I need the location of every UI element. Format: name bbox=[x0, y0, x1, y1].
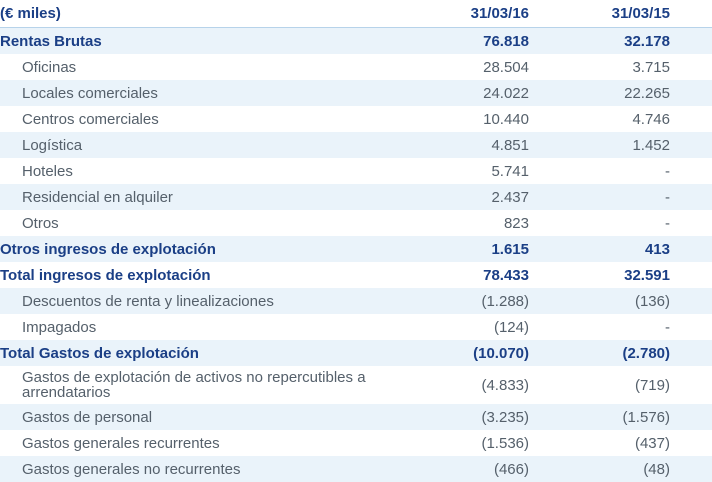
table-row bbox=[0, 430, 712, 456]
row-label: Gastos de explotación de activos no repercutibles a arrendatarios bbox=[0, 366, 428, 404]
row-label: Oficinas bbox=[0, 54, 428, 80]
value-2015: - bbox=[570, 158, 712, 184]
row-label: Logística bbox=[0, 132, 428, 158]
table-body bbox=[0, 28, 712, 482]
table-row bbox=[0, 210, 712, 236]
value-2015: - bbox=[570, 314, 712, 340]
column-gap bbox=[532, 314, 570, 340]
value-2016: (1.536) bbox=[428, 430, 532, 456]
value-2016: 28.504 bbox=[428, 54, 532, 80]
value-2016: 2.437 bbox=[428, 184, 532, 210]
table-row bbox=[0, 106, 712, 132]
value-2016: 24.022 bbox=[428, 80, 532, 106]
value-2015: - bbox=[570, 184, 712, 210]
table-row bbox=[0, 132, 712, 158]
value-2015: (1.576) bbox=[570, 404, 712, 430]
table-row bbox=[0, 288, 712, 314]
value-2015: (437) bbox=[570, 430, 712, 456]
row-label: Gastos de personal bbox=[0, 404, 428, 430]
row-label: Descuentos de renta y linealizaciones bbox=[0, 288, 428, 314]
table-row bbox=[0, 28, 712, 55]
units-label: (€ miles) bbox=[0, 0, 428, 28]
column-gap bbox=[532, 0, 570, 28]
table-row bbox=[0, 158, 712, 184]
row-label: Otros bbox=[0, 210, 428, 236]
row-label: Otros ingresos de explotación bbox=[0, 236, 428, 262]
value-2015: 1.452 bbox=[570, 132, 712, 158]
table-row bbox=[0, 404, 712, 430]
value-2015: - bbox=[570, 210, 712, 236]
column-gap bbox=[532, 210, 570, 236]
value-2016: 78.433 bbox=[428, 262, 532, 288]
column-gap bbox=[532, 80, 570, 106]
table-row bbox=[0, 314, 712, 340]
column-gap bbox=[532, 132, 570, 158]
value-2016: 1.615 bbox=[428, 236, 532, 262]
value-2015: 3.715 bbox=[570, 54, 712, 80]
table-header-row bbox=[0, 0, 712, 28]
column-gap bbox=[532, 404, 570, 430]
value-2015: 413 bbox=[570, 236, 712, 262]
table-row bbox=[0, 80, 712, 106]
column-gap bbox=[532, 106, 570, 132]
row-label: Total ingresos de explotación bbox=[0, 262, 428, 288]
column-gap bbox=[532, 236, 570, 262]
value-2015: (136) bbox=[570, 288, 712, 314]
column-gap bbox=[532, 366, 570, 404]
column-header-2016: 31/03/16 bbox=[428, 0, 532, 28]
column-gap bbox=[532, 340, 570, 366]
value-2016: (466) bbox=[428, 456, 532, 482]
row-label: Centros comerciales bbox=[0, 106, 428, 132]
value-2016: (3.235) bbox=[428, 404, 532, 430]
column-gap bbox=[532, 262, 570, 288]
value-2016: (1.288) bbox=[428, 288, 532, 314]
value-2016: 4.851 bbox=[428, 132, 532, 158]
table-row bbox=[0, 456, 712, 482]
value-2016: 76.818 bbox=[428, 28, 532, 55]
value-2015: 22.265 bbox=[570, 80, 712, 106]
value-2015: (48) bbox=[570, 456, 712, 482]
table-row bbox=[0, 184, 712, 210]
column-gap bbox=[532, 184, 570, 210]
table-row bbox=[0, 340, 712, 366]
column-gap bbox=[532, 158, 570, 184]
column-gap bbox=[532, 456, 570, 482]
row-label: Gastos generales no recurrentes bbox=[0, 456, 428, 482]
table-row bbox=[0, 366, 712, 404]
row-label: Gastos generales recurrentes bbox=[0, 430, 428, 456]
value-2015: (719) bbox=[570, 366, 712, 404]
row-label: Rentas Brutas bbox=[0, 28, 428, 55]
row-label: Locales comerciales bbox=[0, 80, 428, 106]
value-2015: 32.178 bbox=[570, 28, 712, 55]
value-2016: (124) bbox=[428, 314, 532, 340]
row-label: Impagados bbox=[0, 314, 428, 340]
value-2015: (2.780) bbox=[570, 340, 712, 366]
row-label: Residencial en alquiler bbox=[0, 184, 428, 210]
row-label: Total Gastos de explotación bbox=[0, 340, 428, 366]
column-gap bbox=[532, 430, 570, 456]
value-2015: 32.591 bbox=[570, 262, 712, 288]
column-gap bbox=[532, 28, 570, 55]
row-label: Hoteles bbox=[0, 158, 428, 184]
value-2016: 5.741 bbox=[428, 158, 532, 184]
column-gap bbox=[532, 288, 570, 314]
value-2016: 823 bbox=[428, 210, 532, 236]
value-2015: 4.746 bbox=[570, 106, 712, 132]
table-row bbox=[0, 54, 712, 80]
value-2016: 10.440 bbox=[428, 106, 532, 132]
column-gap bbox=[532, 54, 570, 80]
value-2016: (4.833) bbox=[428, 366, 532, 404]
column-header-2015: 31/03/15 bbox=[570, 0, 712, 28]
value-2016: (10.070) bbox=[428, 340, 532, 366]
table-row bbox=[0, 262, 712, 288]
table-row bbox=[0, 236, 712, 262]
